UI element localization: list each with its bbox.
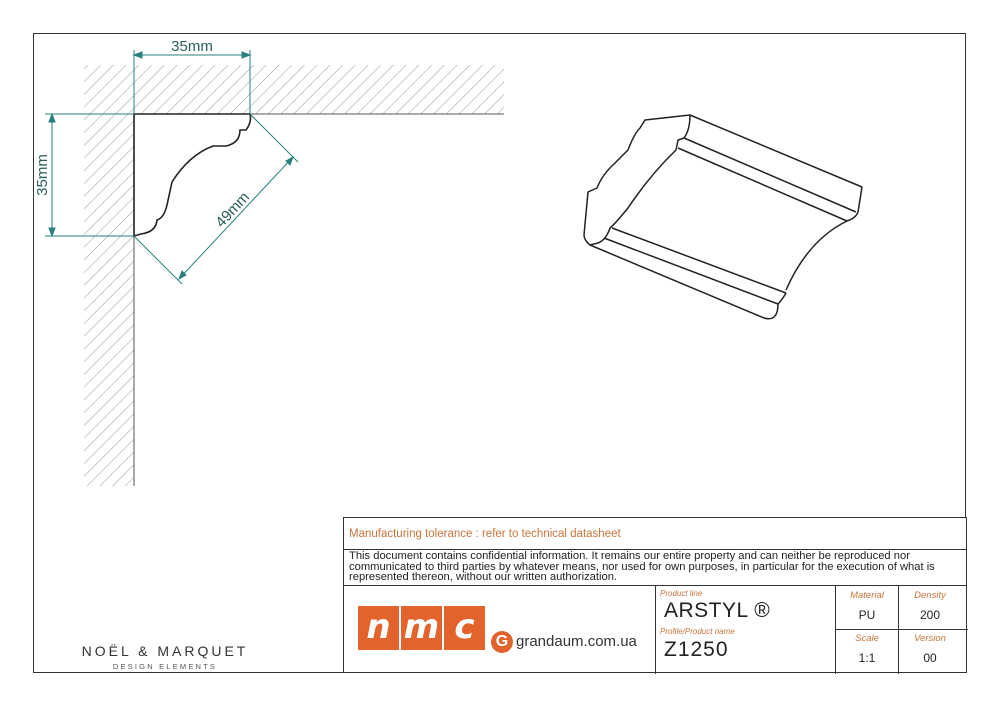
nmc-letter-n: n	[358, 606, 399, 650]
nmc-letter-c: c	[444, 606, 485, 650]
product-name-label: Profile/Product name	[660, 627, 735, 636]
g-logo-icon: G	[491, 631, 513, 653]
product-line-label: Product line	[660, 589, 703, 598]
nmc-logo	[358, 606, 485, 650]
density-value: 200	[919, 608, 941, 622]
tolerance-row	[344, 518, 966, 550]
tolerance-note: Manufacturing tolerance : refer to technical datasheet	[349, 528, 621, 540]
dim-height-label: 35mm	[34, 154, 51, 196]
scale-label: Scale	[855, 633, 879, 644]
website-text: grandaum.com.ua	[516, 633, 637, 650]
dim-diagonal-label: 49mm	[212, 188, 254, 231]
spec-row-divider	[836, 629, 968, 630]
scale-value: 1:1	[858, 651, 876, 665]
moulding-3d-view	[584, 115, 862, 319]
nmc-letter-m: m	[401, 606, 442, 650]
density-label: Density	[914, 590, 946, 601]
brand-name: NOËL & MARQUET	[81, 643, 249, 659]
version-value: 00	[923, 651, 937, 665]
material-value: PU	[858, 608, 876, 622]
version-label: Version	[914, 633, 946, 644]
product-name: Z1250	[664, 638, 729, 661]
brand-logo	[80, 643, 250, 671]
confidential-note: This document contains confidential information. It remains our entire property and can neither be reproduced nor communicated to third parties by whatever means, nor used for own purposes, in particular for the execution of what is represented thereon, without our written authorization.	[349, 550, 935, 584]
dim-width-label: 35mm	[171, 38, 213, 55]
material-label: Material	[850, 590, 884, 601]
product-line: ARSTYL ®	[664, 599, 771, 622]
brand-subtitle: DESIGN ELEMENTS	[112, 662, 218, 671]
confidential-row	[344, 550, 966, 586]
